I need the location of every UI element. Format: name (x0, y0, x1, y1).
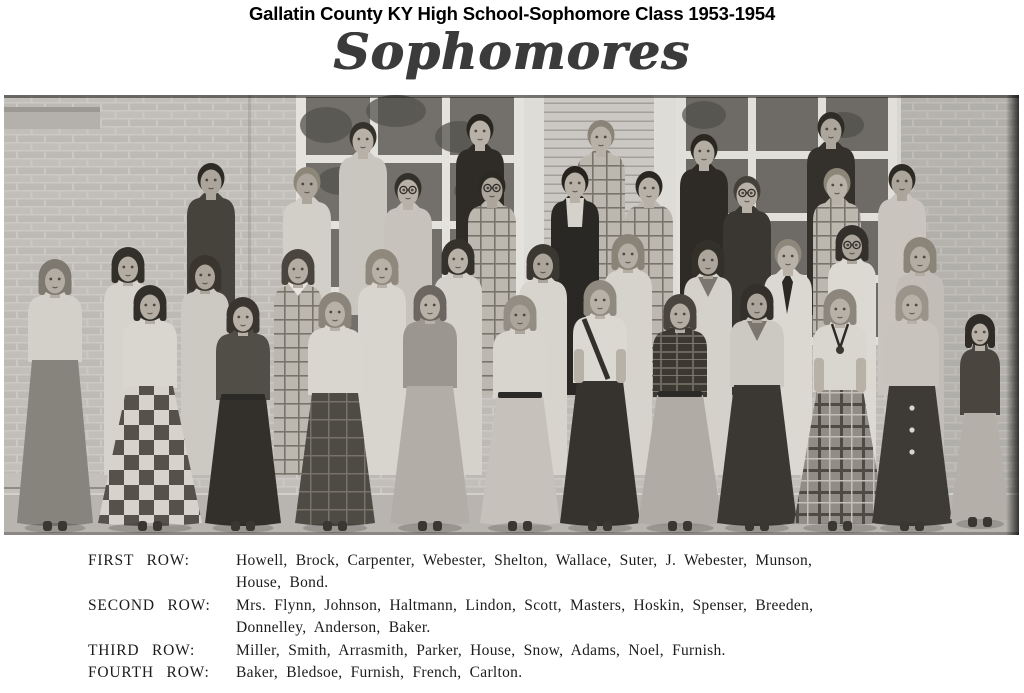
caption-row-third (88, 640, 968, 662)
photo-caption (88, 550, 968, 684)
photo-bottom-edge (4, 532, 1019, 535)
caption-row-names: Miller, Smith, Arrasmith, Parker, House, Snow, Adams, Noel, Furnish. (236, 641, 726, 659)
class-photo (4, 95, 1019, 535)
page-title: Gallatin County KY High School-Sophomore Class 1953-1954 (248, 3, 776, 24)
photo-right-edge-shadow (1006, 95, 1019, 535)
section-heading-sophomores: Sophomores (333, 22, 691, 81)
caption-row-label: THIRD ROW: (88, 641, 196, 659)
caption-row-label: FIRST ROW: (88, 552, 190, 569)
caption-row-names: Mrs. Flynn, Johnson, Haltmann, Lindon, Scott, Masters, Hoskin, Spenser, Breeden, Donnelley, Anderson, Baker. (236, 596, 814, 637)
caption-row-label: FOURTH ROW: (88, 664, 210, 682)
caption-row-fourth (88, 662, 968, 684)
caption-row-names: Baker, Bledsoe, Furnish, French, Carlton. (236, 664, 523, 682)
class-photo-graphic (4, 95, 1019, 535)
photo-top-edge (4, 95, 1019, 98)
caption-row-first (88, 550, 968, 595)
caption-row-second (88, 595, 968, 640)
caption-row-label: SECOND ROW: (88, 596, 211, 614)
caption-row-names: Howell, Brock, Carpenter, Webester, Shelton, Wallace, Suter, J. Webester, Munson, House, Bond. (236, 552, 813, 592)
